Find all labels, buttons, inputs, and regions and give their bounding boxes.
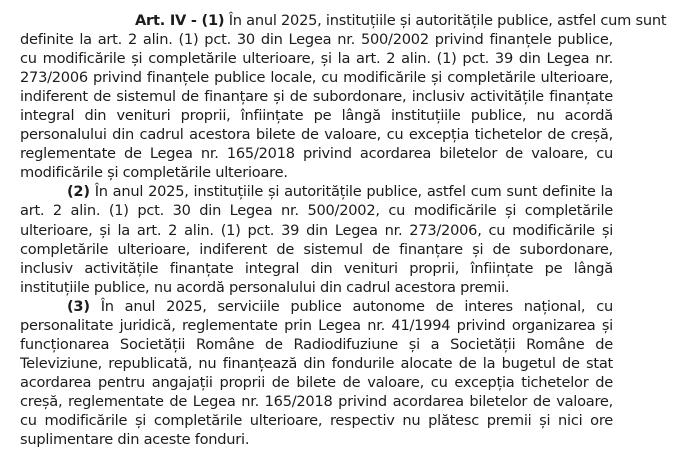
text-line: modificările și completările ulterioare.	[20, 164, 288, 182]
text-line: inclusiv activitățile finanțate integral din venituri proprii, înființate pe lângă	[20, 259, 613, 277]
paragraph-number: (3)	[67, 297, 90, 315]
text-line: reglementate de Legea nr. 165/2018 privind acordarea biletelor de valoare, cu	[20, 145, 613, 163]
text-line: definite la art. 2 alin. (1) pct. 30 din Legea nr. 500/2002 privind finanțele publice,	[20, 31, 613, 49]
text-line: creșă, reglementate de Legea nr. 165/2018 privind acordarea biletelor de valoare,	[20, 392, 613, 410]
line-text: În anul 2025, instituțiile și autoritățile publice, astfel cum sunt	[228, 12, 667, 29]
text-line: 273/2006 privind finanțele publice locale, cu modificările și completările ulterioare,	[20, 69, 613, 87]
article-heading: Art. IV	[135, 12, 187, 29]
text-line: cu modificările și completările ulterioare, respectiv nu plătesc premii și nici ore	[20, 411, 613, 429]
text-line: indiferent de sistemul de finanțare și de subordonare, inclusiv activitățile finanțate	[20, 88, 613, 106]
text-line: instituțiile publice, nu acordă personalului din cadrul acestora premii.	[20, 278, 510, 296]
article-separator: -	[186, 12, 202, 29]
text-line: cu modificările și completările ulterioare, și la art. 2 alin. (1) pct. 39 din Legea nr.	[20, 50, 613, 68]
text-line	[20, 182, 613, 201]
text-line: art. 2 alin. (1) pct. 30 din Legea nr. 500/2002, cu modificările și completările	[20, 202, 613, 220]
text-line: funcționarea Societății Române de Radiodifuziune și a Societății Române de	[20, 335, 613, 353]
text-line: acordarea pentru angajații proprii de bilete de valoare, cu excepția tichetelor de	[20, 373, 613, 391]
text-line: personalului din cadrul acestora bilete de valoare, cu excepția tichetelor de creșă,	[20, 126, 613, 144]
text-line: Televiziune, republicată, nu finanțează din fondurile alocate de la bugetul de stat	[20, 354, 613, 372]
text-line	[20, 11, 667, 30]
paragraph-number: (1)	[201, 12, 225, 29]
text-line: personalitate juridică, reglementate prin Legea nr. 41/1994 privind organizarea și	[20, 316, 613, 334]
text-line: suplimentare din aceste fonduri.	[20, 431, 250, 449]
document-page	[20, 11, 667, 449]
paragraph-1	[20, 11, 667, 182]
text-line: integral din venituri proprii, înființate pe lângă instituțiile publice, nu acordă	[20, 107, 613, 125]
paragraph-3	[20, 297, 613, 449]
line-text: În anul 2025, serviciile publice autonome de interes național, cu	[100, 297, 614, 315]
text-line: completările ulterioare, indiferent de sistemul de finanțare și de subordonare,	[20, 240, 613, 258]
paragraph-2	[20, 182, 613, 296]
text-line: ulterioare, și la art. 2 alin. (1) pct. 39 din Legea nr. 273/2006, cu modificările și	[20, 221, 613, 239]
paragraph-number: (2)	[67, 183, 90, 201]
text-line	[20, 297, 613, 316]
line-text: În anul 2025, instituțiile și autoritățile publice, astfel cum sunt definite la	[94, 183, 614, 201]
